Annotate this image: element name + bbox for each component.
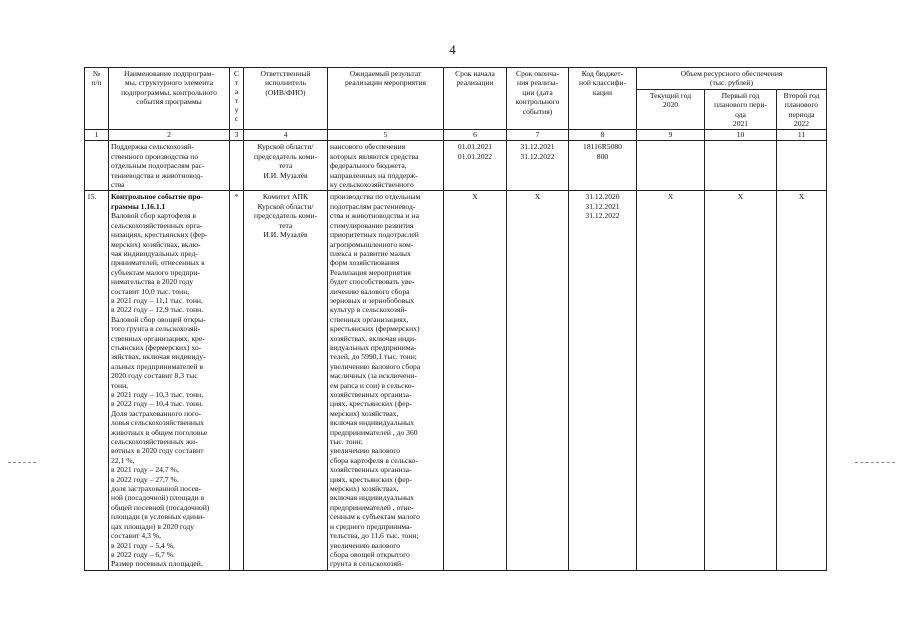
cell-second-year: X bbox=[777, 191, 827, 570]
header-resources: Объем ресурсного обеспечения (тыс. рублей) bbox=[637, 68, 827, 90]
cell-name bbox=[109, 191, 230, 570]
cell-current-year: X bbox=[637, 191, 705, 570]
program-table bbox=[84, 67, 827, 571]
column-number: 7 bbox=[507, 130, 569, 141]
header-num: № п/п bbox=[85, 68, 109, 130]
header-row-1 bbox=[85, 68, 827, 90]
cell-end: X bbox=[507, 191, 569, 570]
cell-executor: Курской области/ председатель коми- тета И.И. Музалёв bbox=[244, 141, 328, 191]
right-edge-mark bbox=[855, 462, 895, 463]
table-row-continuation bbox=[85, 141, 827, 191]
cell-budget-code: 31.12.2020 31.12.2021 31.12.2022 bbox=[569, 191, 637, 570]
cell-result: нансового обеспечения которых являются средства федерального бюджета, направленных на поддерж- ку сельскохозяйственного bbox=[328, 141, 444, 191]
column-number: 1 bbox=[85, 130, 109, 141]
cell-current-year bbox=[637, 141, 705, 191]
cell-status: * bbox=[230, 191, 244, 570]
header-executor: Ответственный исполнитель (ОИВ/ФИО) bbox=[244, 68, 328, 130]
header-budget-code: Код бюджет- ной классифи- кации bbox=[569, 68, 637, 130]
header-result: Ожидаемый результат реализации мероприятия bbox=[328, 68, 444, 130]
header-current-year: Текущий год 2020 bbox=[637, 89, 705, 130]
column-number: 10 bbox=[705, 130, 777, 141]
header-start: Срок начала реализации bbox=[444, 68, 507, 130]
column-number: 8 bbox=[569, 130, 637, 141]
column-number: 9 bbox=[637, 130, 705, 141]
header-second-year: Второй год планового периода 2022 bbox=[777, 89, 827, 130]
cell-budget-code: 18116R5080 800 bbox=[569, 141, 637, 191]
cell-start: 01.01.2021 01.01.2022 bbox=[444, 141, 507, 191]
column-number: 4 bbox=[244, 130, 328, 141]
cell-executor: Комитет АПК Курской области/ председатель коми- тета И.И. Музалёв bbox=[244, 191, 328, 570]
cell-second-year bbox=[777, 141, 827, 191]
control-event-title: Контрольное событие про- граммы 1.16.1.1 bbox=[111, 192, 203, 211]
column-number: 6 bbox=[444, 130, 507, 141]
header-end: Срок оконча- ния реализа- ции (дата контрольного события) bbox=[507, 68, 569, 130]
header-first-year: Первый год планового пери- ода 2021 bbox=[705, 89, 777, 130]
cell-name: Поддержка сельскохозяй- ственного производства по отдельным подотраслям рас- тениеводства и животновод- ства bbox=[109, 141, 230, 191]
cell-num bbox=[85, 141, 109, 191]
header-status: С т а т у с bbox=[230, 68, 244, 130]
control-event-description: Валовой сбор картофеля в сельскохозяйственных орга- низациях, крестьянских (фер- мерских) хозяйствах, вклю- чая индивидуальных пред- принимателей, отнесенных к субъектам малого предпри- нимательства в 2020 году составит 10,0 тыс. тонн, в 2021 году – 11,1 тыс. тонн, в 2022 году – 12,9 тыс. тонн. Валовой сбор овощей откры- того грунта в сельскохозяй- ственных организациях, кре- стьянских (фермерских) хо- зяйствах, включая индивиду- альных предпринимателей в 2020 году составит 8,3 тыс тонн, в 2021 году – 10,3 тыс. тонн, в 2022 году – 10,4 тыс. тонн. Доля застрахованного пого- ловья сельскохозяйственных животных в общем поголовье сельскохозяйственных жи- вотных в 2020 году составит 22,1 %, в 2021 году – 24,7 %, в 2022 году – 27,7 %. доля застрахованной посев- ной (посадочной) площади в общей посевной (посадочной) площади (в условных едини- цах площади) в 2020 году составит 4,3 %, в 2021 году – 5,4 %, в 2022 году – 6,7 %. Размер посевных площадей, bbox=[111, 211, 210, 569]
table-row-15 bbox=[85, 191, 827, 570]
page-number: 4 bbox=[449, 42, 456, 57]
cell-first-year: X bbox=[705, 191, 777, 570]
column-number: 2 bbox=[109, 130, 230, 141]
left-edge-mark bbox=[8, 462, 36, 463]
cell-result: производства по отдельным подотраслям растениевод- ства и животноводства и на стимулирование развития приоритетных подотраслей агропромышленного ком- плекса и развитие малых форм хозяйствования Реализация мероприятия будет способствовать уве- личению валового сбора зерновых и зернобобовых культур в сельскохозяй- ственных организациях, крестьянских (фермерских) хозяйствах, включая инди- видуальных предпринима- телей, до 5990,1 тыс. тонн; увеличению валового сбора масличных (за исключени- ем рапса и сои) в сельско- хозяйственных организа- циях, крестьянских (фер- мерских) хозяйствах, включая индивидуальных предпринимателей , до 360 тыс. тонн; увеличению валового сбора картофеля в сельско- хозяйственных организа- циях, крестьянских (фер- мерских) хозяйствах, включая индивидуальных предпринимателей , отне- сенным к субъектам малого и среднего предпринима- тельства, до 11,6 тыс. тонн; увеличению валового сбора овощей открытого грунта в сельскохозяй- bbox=[328, 191, 444, 570]
cell-first-year bbox=[705, 141, 777, 191]
column-number: 11 bbox=[777, 130, 827, 141]
column-number: 5 bbox=[328, 130, 444, 141]
column-number-row bbox=[85, 130, 827, 141]
header-name: Наименование подпрограм- мы, структурного элемента подпрограммы, контрольного события программы bbox=[109, 68, 230, 130]
cell-end: 31.12.2021 31.12.2022 bbox=[507, 141, 569, 191]
column-number: 3 bbox=[230, 130, 244, 141]
cell-start: X bbox=[444, 191, 507, 570]
cell-num: 15. bbox=[85, 191, 109, 570]
cell-status bbox=[230, 141, 244, 191]
